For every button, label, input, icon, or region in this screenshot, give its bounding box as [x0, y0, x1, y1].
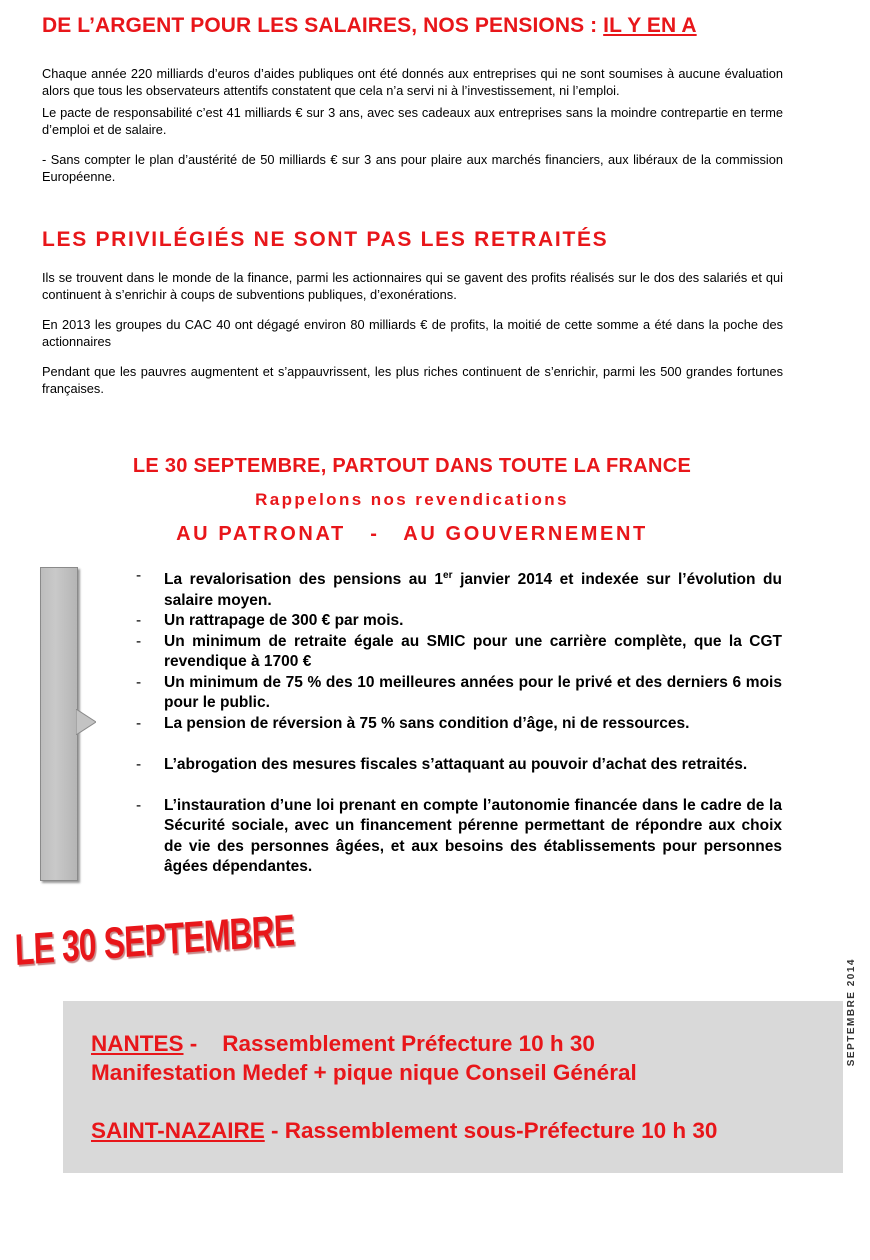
- item1-superscript: er: [443, 570, 453, 581]
- item2-text: Un rattrapage de 300 € par mois.: [164, 612, 404, 630]
- list-dash: -: [136, 567, 142, 584]
- section1-title: [42, 14, 697, 38]
- section1-title-part1: DE L’ARGENT POUR LES SALAIRES, NOS PENSIONS :: [42, 14, 604, 37]
- section1-title-part2: IL Y EN A: [603, 14, 697, 37]
- list-dash: -: [136, 714, 142, 732]
- item1-text-a: La revalorisation des pensions au 1: [164, 571, 444, 589]
- side-date-text: SEPTEMBRE 2014: [846, 958, 857, 1067]
- nantes-separator: -: [183, 1031, 223, 1056]
- section2-paragraph-1: Ils se trouvent dans le monde de la finance, parmi les actionnaires qui se gavent des profits réalisés sur le dos des salariés et qui continuent à s’enrichir à coups de subventions publiques, d’exonérations.: [42, 270, 783, 302]
- list-item: [136, 673, 782, 714]
- section2-title: LES PRIVILÉGIÉS NE SONT PAS LES RETRAITÉS: [42, 228, 609, 251]
- arrow-tip-icon: [76, 709, 96, 735]
- item5-text: La pension de réversion à 75 % sans condition d’âge, ni de ressources.: [164, 714, 690, 732]
- nantes-city: NANTES: [91, 1031, 184, 1056]
- saint-nazaire-city: SAINT-NAZAIRE: [91, 1118, 265, 1143]
- list-dash: -: [136, 632, 142, 650]
- nantes-event-1: Rassemblement Préfecture 10 h 30: [222, 1031, 595, 1056]
- demands-list: [136, 566, 782, 878]
- section1-paragraph-1: Chaque année 220 milliards d’euros d’aides publiques ont été donnés aux entreprises qui ne sont soumises à aucune évaluation alors que tous les observateurs attentifs constatent que cela n’a servi ni à l’investissement, ni l’emploi.: [42, 66, 783, 98]
- arrow-bar-decoration: [40, 567, 78, 881]
- list-dash: -: [136, 755, 142, 773]
- list-item: [136, 714, 782, 735]
- section2-paragraph-2: En 2013 les groupes du CAC 40 ont dégagé environ 80 milliards € de profits, la moitié de cette somme a été dans la poche des actionnaires: [42, 317, 783, 349]
- list-item: [136, 796, 782, 878]
- list-item: [136, 611, 782, 632]
- nantes-event-2: Manifestation Medef + pique nique Conseil Général: [91, 1060, 637, 1085]
- section3-title-1: LE 30 SEPTEMBRE, PARTOUT DANS TOUTE LA FRANCE: [132, 455, 692, 477]
- list-dash: -: [136, 796, 142, 814]
- section1-paragraph-3: - Sans compter le plan d’austérité de 50 milliards € sur 3 ans pour plaire aux marchés financiers, aux libéraux de la commission Européenne.: [42, 152, 783, 184]
- item1-text-b: janvier 2014 et indexée sur l’évolution du salaire moyen.: [164, 571, 782, 609]
- item4-text: Un minimum de 75 % des 10 meilleures années pour le privé et des derniers 6 mois pour le public.: [164, 673, 782, 712]
- item3-text: Un minimum de retraite égale au SMIC pour une carrière complète, que la CGT revendique à 1700 €: [164, 632, 782, 671]
- item7-text: L’instauration d’une loi prenant en compte l’autonomie financée dans le cadre de la Sécurité sociale, avec un financement pérenne permettant de répondre aux choix de vie des personnes âgées, et aux besoins des établissements pour personnes âgées dépendantes.: [164, 796, 782, 876]
- events-box: [63, 1001, 843, 1173]
- section3-title-2: Rappelons nos revendications: [255, 490, 569, 509]
- list-item: [136, 632, 782, 673]
- item6-text: L’abrogation des mesures fiscales s’attaquant au pouvoir d’achat des retraités.: [164, 755, 748, 773]
- saint-nazaire-event: - Rassemblement sous-Préfecture 10 h 30: [264, 1118, 718, 1143]
- section1-paragraph-2: Le pacte de responsabilité c’est 41 milliards € sur 3 ans, avec ses cadeaux aux entreprises sans la moindre contrepartie en terme d’emploi et de salaire.: [42, 105, 783, 137]
- nantes-line-1: [91, 1031, 595, 1057]
- section2-paragraph-3: Pendant que les pauvres augmentent et s’appauvrissent, les plus riches continuent de s’enrichir, parmi les 500 grandes fortunes françaises.: [42, 364, 783, 396]
- list-item: [136, 566, 782, 611]
- list-item: [136, 755, 782, 776]
- big-date-title: LE 30 SEPTEMBRE: [14, 905, 296, 975]
- list-dash: -: [136, 673, 142, 691]
- section3-title-3: AU PATRONAT - AU GOUVERNEMENT: [176, 523, 648, 545]
- list-dash: -: [136, 612, 142, 630]
- saint-nazaire-line: [91, 1118, 717, 1144]
